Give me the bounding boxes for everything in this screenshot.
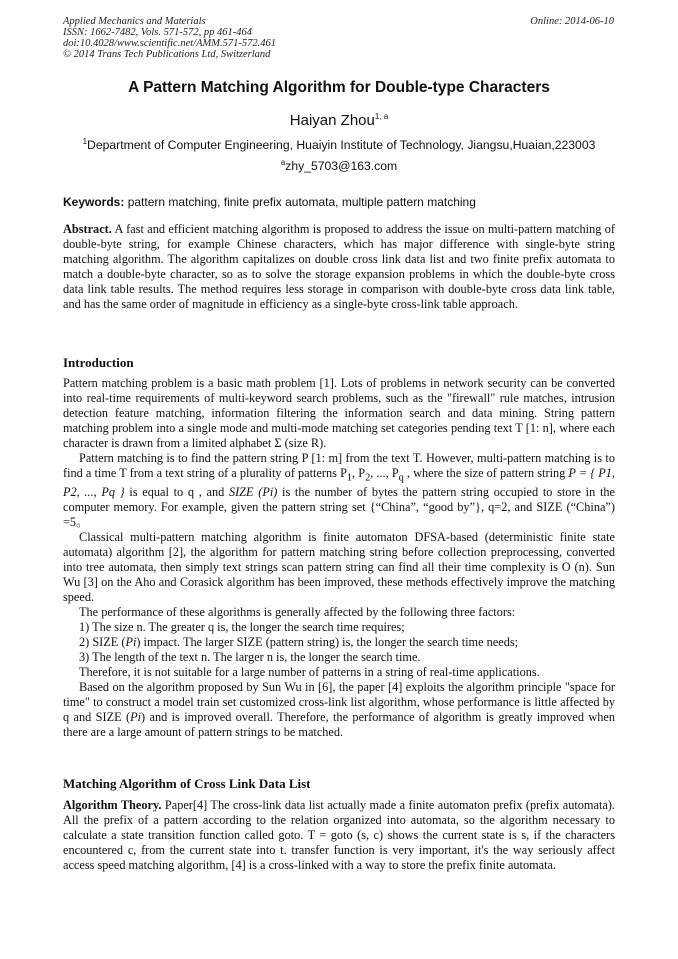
factor-3: 3) The length of the text n. The larger n is, the longer the search time. — [79, 650, 421, 665]
size-formula: SIZE (Pi) — [228, 485, 278, 500]
online-date: Online: 2014-06-10 — [530, 16, 614, 27]
section-heading-matching: Matching Algorithm of Cross Link Data List — [63, 776, 311, 791]
email-line — [0, 159, 678, 173]
factor-2: 2) SIZE (Pi) impact. The larger SIZE (pattern string) is, the longer the search time needs; — [79, 635, 519, 650]
intro-paragraph-5: Therefore, it is not suitable for a large number of patterns in a string of real-time applications. — [79, 665, 540, 680]
email-sup: a — [280, 157, 286, 167]
abstract-label: Abstract. — [63, 222, 112, 236]
matching-body — [63, 798, 615, 873]
abstract-text: A fast and efficient matching algorithm is proposed to address the issue on multi-pattern matching of double-byte string, for example Chinese characters, which has major difference with single-byte string matching algorithm. The algorithm capitalizes on double cross link data list and two finite prefix automata to match a double-byte character, so as to solve the storage expansion problems in which the double-byte cross data link table results. The method requires less storage in comparison with double-byte cross data link table, and has the same order of magnitude in efficiency as a single-byte cross-link table approach. — [63, 222, 615, 311]
introduction-body — [63, 376, 615, 740]
author-name: Haiyan Zhou — [289, 112, 375, 129]
keywords-text: pattern matching, finite prefix automata, multiple pattern matching — [127, 195, 476, 209]
intro-paragraph-3: Classical multi-pattern matching algorithm is finite automaton DFSA-based (deterministic finite state automata) algorithm [2], the algorithm for pattern matching string before collection preprocessing, converted into tree automata, then simply text strings scan pattern string can find all their time complexity is O (n). Sun Wu [3] on the Aho and Corasick algorithm has been improved, these methods effectively improve the matching speed. — [63, 530, 615, 605]
keywords — [63, 195, 615, 209]
author-sup: 1, a — [374, 112, 389, 121]
affiliation-line — [0, 138, 678, 152]
pattern-set-formula: P = { P1, P2, ..., Pq } — [63, 466, 616, 500]
algorithm-theory-text: Paper[4] The cross-link data list actually made a finite automaton prefix (prefix automata). All the prefix of a pattern according to the relation organized into automata, so the algorithm necessary to calculate a state transition function called goto. T = goto (s, c) shows the current state is s, if the characters encountered c, from the current state into t. transfer function is very important, it's the way seriously affect access speed matching algorithm, [4] is a cross-linked with a way to store the prefix finite automata. — [63, 798, 615, 872]
affiliation-sup: 1 — [82, 136, 88, 146]
journal-name: Applied Mechanics and Materials — [63, 16, 206, 27]
algorithm-theory-label: Algorithm Theory. — [63, 798, 162, 812]
journal-doi: doi:10.4028/www.scientific.net/AMM.571-572.461 — [63, 38, 276, 49]
author-line — [0, 112, 678, 129]
intro-paragraph-6: Based on the algorithm proposed by Sun Wu in [6], the paper [4] exploits the algorithm principle "space for time" to construct a model train set customized cross-link list algorithm, whose performance is little affected by q and SIZE (Pi) and is improved overall. Therefore, the performance of algorithm is greatly improved when there are a large amount of pattern strings to be matched. — [63, 680, 615, 740]
factor-1: 1) The size n. The greater q is, the longer the search time requires; — [79, 620, 405, 635]
section-heading-introduction: Introduction — [63, 355, 134, 370]
paper-title: A Pattern Matching Algorithm for Double-type Characters — [128, 79, 550, 96]
abstract — [63, 222, 615, 312]
email-text: zhy_5703@163.com — [285, 159, 398, 173]
keywords-label: Keywords: — [63, 195, 125, 209]
journal-header — [63, 16, 276, 60]
journal-issn: ISSN: 1662-7482, Vols. 571-572, pp 461-464 — [63, 27, 252, 38]
intro-paragraph-4: The performance of these algorithms is generally affected by the following three factors: — [79, 605, 516, 620]
affiliation-text: Department of Computer Engineering, Huaiyin Institute of Technology, Jiangsu,Huaian,223003 — [87, 138, 596, 152]
journal-copyright: © 2014 Trans Tech Publications Ltd, Switzerland — [63, 49, 271, 60]
intro-paragraph-1: Pattern matching problem is a basic math problem [1]. Lots of problems in network security can be converted into real-time requirements of multi-keyword search problems, such as the "firewall" rule matches, intrusion detection feature matching, information filtering the information search and data mining. String pattern matching problem into a single mode and multi-mode matching set categories pending text T [1: n], where each character is drawn from a limited alphabet Σ (size R). — [63, 376, 615, 450]
intro-paragraph-2: Pattern matching is to find the pattern string P [1: m] from the text T. However, multi-pattern matching is to find a time T from a text string of a plurality of patterns $P_1$, $P_2$, ..., $P_q$ , where the size of pattern string P = { P1, P2, ..., Pq } is equal to q , and SIZE (Pi) is the number of bytes the pattern string occupied to store in the computer memory. For example, given the pattern string set {“China”, “good by”}, q=2, and SIZE (“China”) =5。 — [63, 451, 616, 530]
